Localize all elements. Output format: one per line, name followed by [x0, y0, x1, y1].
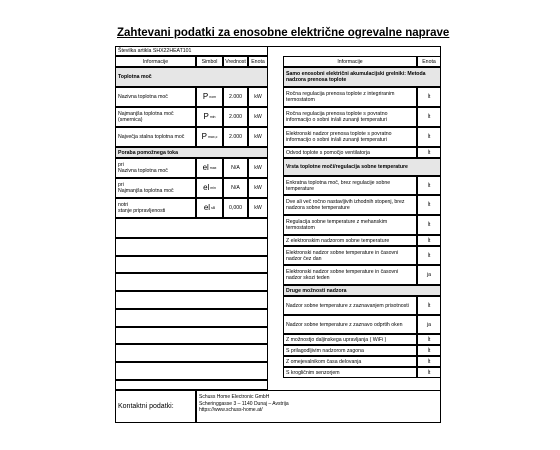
table-row-symbol: P min — [196, 107, 223, 127]
empty-row — [115, 380, 268, 390]
table-row-info: Enkratna toplotna moč, brez regulacije sobne temperature — [283, 176, 417, 195]
table-row-value: 0,000 — [223, 198, 248, 218]
contact-details — [196, 390, 441, 423]
col-header-symbol: Simbol — [196, 56, 223, 67]
table-row-unit: ĺt — [417, 176, 441, 195]
section-aux-power: Poraba pomožnega toka — [115, 147, 268, 158]
table-row-info: Nadzor sobne temperature z zaznavo odprtih oken — [283, 315, 417, 334]
table-row-unit: ĺt — [417, 147, 441, 158]
table-row-unit: ĺt — [417, 356, 441, 367]
table-row-unit: kW — [248, 158, 268, 178]
table-row-info: Elektronski nadzor sobne temperature in časovni nadzor skozi teden — [283, 265, 417, 285]
table-row-info: S krogličnim senzorjem — [283, 367, 417, 378]
table-row-symbol: el min — [196, 178, 223, 198]
table-row-info: Z možnostjo daljinskega upravljanja ( WiFi ) — [283, 334, 417, 345]
contact-label: Kontaktni podatki: — [115, 390, 196, 423]
table-row-unit: ĺt — [417, 334, 441, 345]
article-number: Številka artikla SHX22HEAT101 — [115, 46, 268, 56]
table-row-info: Najmanjša toplotna moč (smernica) — [115, 107, 196, 127]
table-row-info: pri Najmanjša toplotna moč — [115, 178, 196, 198]
table-row-unit: ĺt — [417, 367, 441, 378]
table-row-unit: ĺt — [417, 345, 441, 356]
table-row-symbol: P nom — [196, 87, 223, 107]
table-row-value: N/A — [223, 158, 248, 178]
col-header-unit: Enota — [248, 56, 268, 67]
section-storage-heaters: Samo enosobni električni akumulacijski grelniki: Metoda nadzora prenosa toplote — [283, 67, 441, 87]
col-header-info: Informacije — [283, 56, 417, 67]
contact-address: Scheringgasse 3 – 1140 Dunaj – Avstrija — [199, 400, 289, 407]
table-row-unit: kW — [248, 127, 268, 147]
table-row-unit: ĺt — [417, 235, 441, 246]
table-row-value: 2.000 — [223, 107, 248, 127]
page-title: Zahtevani podatki za enosobne električne ogrevalne naprave — [117, 27, 450, 39]
table-row-info: Odvod toplote s pomočjo ventilatorja — [283, 147, 417, 158]
table-row-value: 2.000 — [223, 127, 248, 147]
table-row-info: Elektronski nadzor sobne temperature in časovni nadzor čez dan — [283, 246, 417, 265]
empty-row — [115, 256, 268, 273]
contact-website: https://www.schuss-home.at/ — [199, 407, 263, 413]
table-row-unit: kW — [248, 107, 268, 127]
empty-row — [115, 344, 268, 362]
table-row-unit: ĺt — [417, 215, 441, 235]
table-row-info: S prilagodljivim nadzorom zagona — [283, 345, 417, 356]
empty-row — [115, 309, 268, 327]
table-row-symbol: el max — [196, 158, 223, 178]
table-row-info: pri Nazivna toplotna moč — [115, 158, 196, 178]
table-row-info: Ročna regulacija prenosa toplote z integriranim termostatom — [283, 87, 417, 107]
col-header-unit: Enota — [417, 56, 441, 67]
table-row-unit: ĺt — [417, 296, 441, 315]
empty-row — [115, 273, 268, 291]
section-other-control: Druge možnosti nadzora — [283, 285, 441, 296]
table-row-info: notri stanje pripravljenosti — [115, 198, 196, 218]
table-row-unit: kW — [248, 87, 268, 107]
table-row-info: Elektronski nadzor prenosa toplote s povratno informacijo o sobni in/ali zunanji temperaturi — [283, 127, 417, 147]
table-row-unit: ĺt — [417, 87, 441, 107]
table-row-info: Nazivna toplotna moč — [115, 87, 196, 107]
table-row-unit: ĺt — [417, 127, 441, 147]
table-row-unit: ĺt — [417, 107, 441, 127]
empty-row — [115, 238, 268, 256]
table-row-info: Z elektronskim nadzorom sobne temperature — [283, 235, 417, 246]
table-row-unit: kW — [248, 178, 268, 198]
table-row-info: Nadzor sobne temperature z zaznavanjem prisotnosti — [283, 296, 417, 315]
table-row-info: Z omejevalnikom časa delovanja — [283, 356, 417, 367]
section-heat-output: Toplotna moč — [115, 67, 268, 87]
table-row-value: 2.000 — [223, 87, 248, 107]
empty-row — [115, 362, 268, 380]
section-heat-output-type: Vrsta toplotne moči/regulacija sobne temperature — [283, 158, 441, 176]
table-row-unit: kW — [248, 198, 268, 218]
col-header-info: Informacije — [115, 56, 196, 67]
contact-company: Schuss Home Electronic GmbH — [199, 394, 270, 400]
table-row-value: N/A — [223, 178, 248, 198]
empty-row — [115, 291, 268, 309]
table-row-info: Največja stalna toplotna moč — [115, 127, 196, 147]
table-row-unit: ĺt — [417, 246, 441, 265]
table-row-unit: ja — [417, 315, 441, 334]
table-row-symbol: P max,c — [196, 127, 223, 147]
table-row-unit: ĺt — [417, 195, 441, 215]
table-row-symbol: el sB — [196, 198, 223, 218]
table-row-info: Regulacija sobne temperature z mehanskim termostatom — [283, 215, 417, 235]
empty-row — [115, 218, 268, 238]
table-row-info: Dve ali več ročno nastavljivih izhodnih stopenj, brez nadzora sobne temperature — [283, 195, 417, 215]
table-row-unit: ja — [417, 265, 441, 285]
empty-row — [115, 327, 268, 344]
col-header-value: Vrednost — [223, 56, 248, 67]
table-row-info: Ročna regulacija prenosa toplote s povratno informacijo o sobni in/ali zunanji temperaturi — [283, 107, 417, 127]
